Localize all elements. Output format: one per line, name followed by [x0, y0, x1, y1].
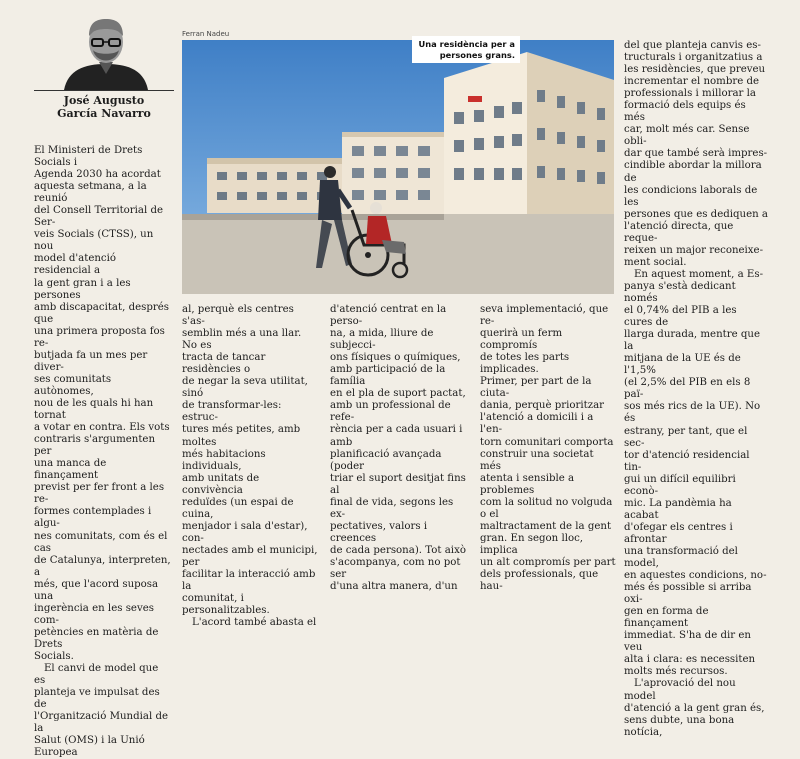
text-line: ingerència en les seves com-	[34, 602, 154, 626]
text-line: Primer, per part de la ciuta-	[480, 376, 592, 400]
text-line: formes contemplades i algu-	[34, 506, 152, 530]
photo-caption-line-1: Una residència per a	[418, 39, 515, 49]
text-line: El Ministeri de Drets Socials i	[34, 145, 143, 169]
text-line: nectades amb el municipi, per	[182, 544, 318, 568]
text-line: la gent gran i a les persones	[34, 277, 131, 301]
text-line: reduïdes (un espai de cuina,	[182, 496, 294, 520]
text-line: maltractament de la gent	[480, 520, 612, 532]
text-line: En aquest moment, a Es-	[634, 268, 764, 280]
text-line: immediat. S'ha de dir en veu	[624, 630, 751, 654]
text-line: menjador i sala d'estar), con-	[182, 520, 308, 544]
text-line: sens dubte, una bona notícia,	[624, 714, 735, 738]
text-line: llarga durada, mentre que la	[624, 329, 760, 353]
text-line: l'Organització Mundial de la	[34, 711, 169, 735]
text-line: gui un difícil equilibri econò-	[624, 473, 736, 497]
text-line: formació dels equips és més	[624, 100, 746, 124]
text-line: professionals i millorar la	[624, 88, 756, 100]
text-column-3	[330, 304, 466, 593]
text-line: dania, perquè prioritzar	[480, 400, 605, 412]
text-line: el 0,74% del PIB a les cures de	[624, 305, 737, 329]
text-line: tructurals i organitzatius a	[624, 52, 763, 64]
text-line: d'ofegar els centres i afrontar	[624, 521, 733, 545]
text-line: les residències, que preveu	[624, 64, 766, 76]
text-line: mic. La pandèmia ha acabat	[624, 497, 732, 521]
text-line: com la solitud no volguda o el	[480, 496, 613, 520]
text-line: a votar en contra. Els vots	[34, 422, 170, 434]
text-line: reixen un major reconeixe-	[624, 244, 764, 256]
text-line: sos més rics de la UE). No és	[624, 401, 761, 425]
text-line: tor d'atenció residencial tin-	[624, 449, 750, 473]
text-line: en el pla de suport pactat,	[330, 388, 466, 400]
author-name-line-1: José Augusto	[63, 94, 145, 107]
text-line: querirà un ferm compromís	[480, 328, 563, 352]
text-line: un alt compromís per part	[480, 556, 616, 568]
text-line: de Catalunya, interpreten, a	[34, 554, 171, 578]
text-line: tracta de tancar residències o	[182, 352, 266, 376]
text-line: Agenda 2030 ha acordat	[34, 169, 161, 181]
text-line: una transformació del model,	[624, 545, 738, 570]
text-line: car, molt més car. Sense obli-	[624, 124, 750, 148]
text-line: dar que també serà impres-	[624, 148, 768, 160]
text-line: de transformar-les: estruc-	[182, 400, 282, 424]
text-line: gran. En segon lloc, implica	[480, 532, 584, 556]
text-line: al, perquè els centres s'as-	[182, 304, 294, 328]
text-line: incrementar el nombre de	[624, 76, 760, 88]
text-line: més, que l'acord suposa una	[34, 578, 159, 602]
text-line: l'atenció a domicili i a l'en-	[480, 412, 594, 436]
text-line: contraris s'argumenten per	[34, 434, 156, 458]
text-line: facilitar la interacció amb la	[182, 569, 316, 593]
text-line: una manca de finançament	[34, 458, 107, 482]
text-line: les condicions laborals de les	[624, 184, 758, 208]
text-line: seva implementació, que re-	[480, 304, 609, 328]
author-block	[34, 8, 174, 120]
text-line: L'aprovació del nou model	[624, 678, 736, 702]
text-line: l'atenció directa, que reque-	[624, 220, 734, 244]
article-photo	[182, 40, 614, 294]
text-line: del Consell Territorial de Ser-	[34, 205, 164, 229]
text-line: alta i clara: es necessiten	[624, 654, 756, 666]
text-line: pectatives, valors i creences	[330, 520, 428, 544]
text-line: planificació avançada (poder	[330, 448, 442, 472]
text-column-2	[182, 304, 318, 629]
text-line: d'una altra manera, d'un	[330, 581, 458, 593]
author-portrait	[56, 8, 156, 90]
text-line: planteja ve impulsat des de	[34, 687, 160, 711]
text-line: rència per a cada usuari i amb	[330, 424, 463, 448]
text-line: model d'atenció residencial a	[34, 253, 117, 277]
text-line: mitjana de la UE és de l'1,5%	[624, 353, 741, 377]
text-line: persones que es dediquen a	[624, 208, 768, 220]
text-line: El canvi de model que es	[34, 663, 159, 687]
text-line: més habitacions individuals,	[182, 448, 266, 472]
text-line: semblin més a una llar. No es	[182, 328, 302, 352]
text-column-4	[480, 304, 616, 593]
text-line: veis Socials (CTSS), un nou	[34, 229, 154, 253]
author-divider	[34, 90, 174, 91]
text-line: nes comunitats, com és el cas	[34, 530, 168, 554]
text-line: L'acord també abasta el	[192, 617, 317, 629]
text-line: de cada persona). Tot això	[330, 544, 466, 556]
text-line: del que planteja canvis es-	[624, 40, 761, 51]
text-line: gen en forma de finançament	[624, 606, 709, 630]
text-line: atenta i sensible a problemes	[480, 472, 575, 496]
text-line: amb unitats de convivència	[182, 472, 260, 496]
text-line: de negar la seva utilitat, sinó	[182, 376, 308, 400]
text-line: cindible abordar la millora de	[624, 160, 762, 184]
text-line: aquesta setmana, a la reunió	[34, 181, 147, 205]
text-line: Salut (OMS) i la Unió Europea	[34, 735, 145, 759]
text-line: construir una societat més	[480, 448, 594, 472]
text-line: comunitat, i personalitzables.	[182, 593, 270, 617]
text-line: estrany, per tant, que el sec-	[624, 425, 748, 449]
text-line: Socials.	[34, 650, 74, 662]
text-line: final de vida, segons les ex-	[330, 496, 454, 520]
text-column-5	[624, 40, 768, 739]
text-line: d'atenció centrat en la perso-	[330, 304, 447, 328]
text-line: una primera proposta fos re-	[34, 325, 165, 349]
author-name	[34, 94, 174, 120]
text-line: amb un professional de refe-	[330, 400, 451, 424]
text-line: dels professionals, que hau-	[480, 569, 599, 593]
text-line: (el 2,5% del PIB en els 8 paï-	[624, 377, 751, 401]
photo-caption-line-2: persones grans.	[439, 49, 515, 60]
text-line: en aquestes condicions, no-	[624, 570, 767, 582]
text-line: d'atenció a la gent gran és,	[624, 702, 765, 714]
text-line: previst per fer front a les re-	[34, 482, 165, 506]
text-line: torn comunitari comporta	[480, 436, 614, 448]
text-line: butjada fa un mes per diver-	[34, 349, 148, 373]
text-line: na, a mida, lliure de subjecci-	[330, 328, 434, 352]
text-line: més és possible si arriba oxi-	[624, 582, 752, 606]
text-line: amb discapacitat, després que	[34, 301, 170, 325]
text-line: tures més petites, amb moltes	[182, 424, 301, 448]
text-column-1	[34, 145, 172, 759]
text-line: amb participació de la família	[330, 364, 446, 388]
photo-caption	[412, 36, 520, 63]
text-line: s'acompanya, com no pot ser	[330, 556, 461, 581]
text-line: triar el suport desitjat fins al	[330, 472, 466, 496]
author-name-line-2: García Navarro	[57, 107, 151, 120]
text-line: petències en matèria de Drets	[34, 626, 159, 650]
text-line: ses comunitats autònomes,	[34, 373, 112, 397]
text-line: ment social.	[624, 256, 687, 268]
text-line: molts més recursos.	[624, 666, 728, 678]
photo-credit: Ferran Nadeu	[182, 30, 230, 38]
text-line: de totes les parts implicades.	[480, 352, 570, 376]
text-line: nou de les quals hi han tornat	[34, 397, 154, 422]
text-line: ons físiques o químiques,	[330, 352, 461, 364]
text-line: panya s'està dedicant només	[624, 280, 736, 304]
